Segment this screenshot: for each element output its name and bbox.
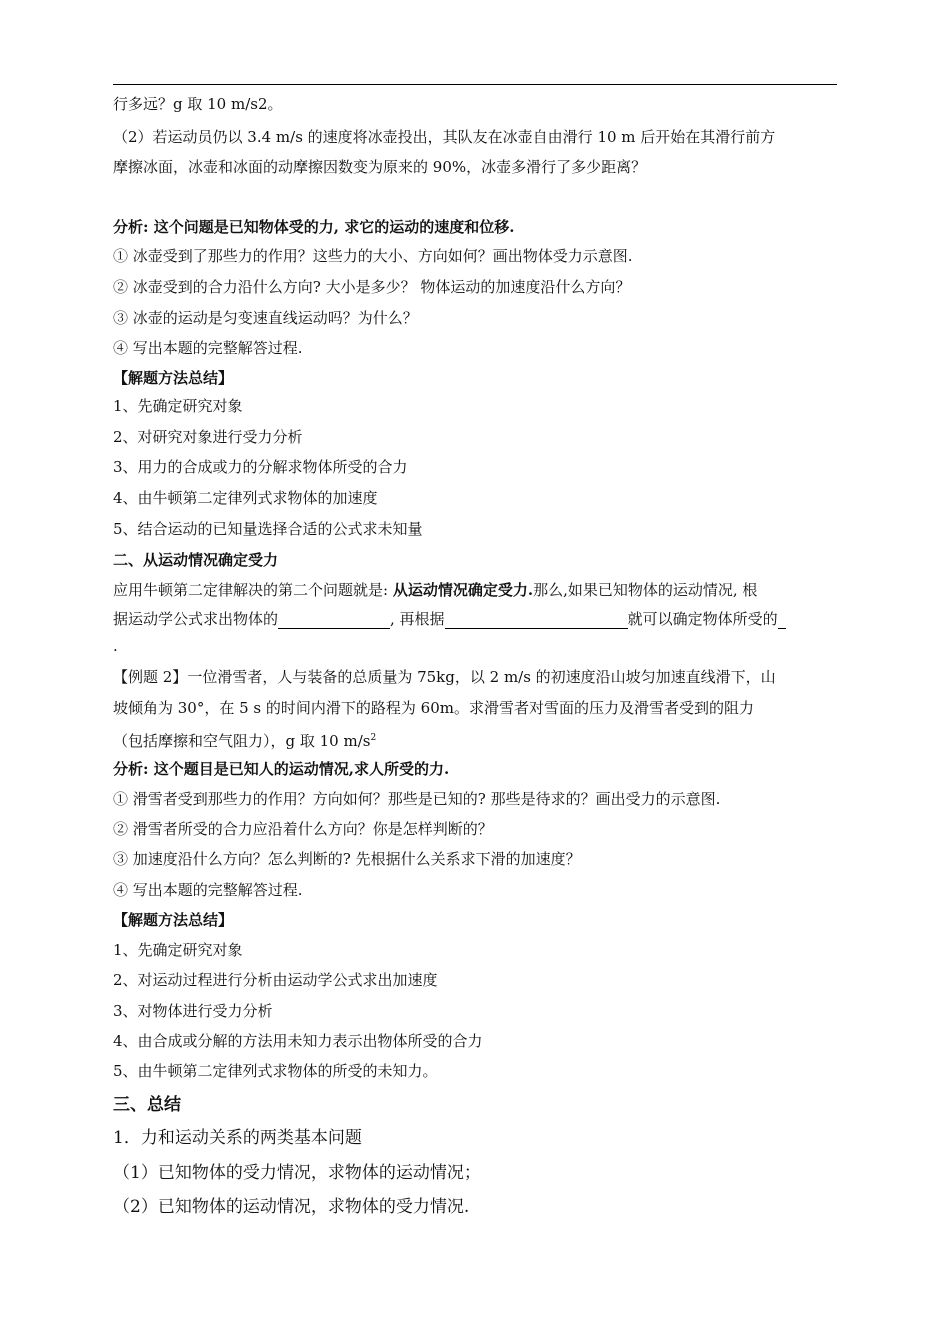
example-2-text: （包括摩擦和空气阻力），g 取 10 m/s <box>113 732 371 750</box>
analysis-1-question: ④ 写出本题的完整解答过程. <box>113 339 303 357</box>
section-2-text: , 再根据 <box>390 610 445 628</box>
summary-1-step: 2、对研究对象进行受力分析 <box>113 428 303 446</box>
example-2-line-3 <box>113 728 376 751</box>
section-3-subitem: （1）已知物体的受力情况，求物体的运动情况； <box>113 1163 481 1183</box>
intro-line-2: （2）若运动员仍以 3.4 m/s 的速度将冰壶投出，其队友在冰壶自由滑行 10 m 后开始在其滑行前方 <box>113 128 776 146</box>
section-2-text: 应用牛顿第二定律解决的第二个问题就是: <box>113 581 393 599</box>
summary-1-step: 4、由牛顿第二定律列式求物体的加速度 <box>113 489 378 507</box>
summary-2-step: 2、对运动过程进行分析由运动学公式求出加速度 <box>113 971 438 989</box>
example-2-line-1 <box>113 667 776 687</box>
section-2-emphasis: 从运动情况确定受力. <box>392 581 534 599</box>
section-2-paragraph-line-3: . <box>113 637 118 655</box>
analysis-1-heading: 分析: 这个问题是已知物体受的力, 求它的运动的速度和位移. <box>113 218 515 236</box>
intro-line-3: 摩擦冰面，冰壶和冰面的动摩擦因数变为原来的 90%，冰壶多滑行了多少距离？ <box>113 158 647 176</box>
analysis-2-question: ① 滑雪者受到那些力的作用？方向如何？那些是已知的? 那些是待求的？画出受力的示意图. <box>113 790 721 808</box>
section-2-text: 据运动学公式求出物体的 <box>113 610 279 628</box>
analysis-1-question: ② 冰壶受到的合力沿什么方向? 大小是多少？ 物体运动的加速度沿什么方向？ <box>113 278 631 296</box>
section-2-paragraph-line-2 <box>113 609 786 629</box>
section-2-text: 那么,如果已知物体的运动情况, 根 <box>533 581 758 599</box>
superscript: 2 <box>370 733 377 743</box>
fill-blank-1 <box>278 611 390 629</box>
summary-2-step: 4、由合成或分解的方法用未知力表示出物体所受的合力 <box>113 1032 483 1050</box>
analysis-2-heading: 分析: 这个题目是已知人的运动情况,求人所受的力. <box>113 760 450 778</box>
example-2-label: 【例题 2】 <box>113 668 188 686</box>
section-3-item: 1．力和运动关系的两类基本问题 <box>113 1128 362 1148</box>
header-rule <box>113 84 837 85</box>
summary-2-step: 1、先确定研究对象 <box>113 941 243 959</box>
summary-1-step: 3、用力的合成或力的分解求物体所受的合力 <box>113 458 408 476</box>
analysis-2-question: ② 滑雪者所受的合力应沿着什么方向？你是怎样判断的？ <box>113 820 493 838</box>
example-2-text: 一位滑雪者，人与装备的总质量为 75kg，以 2 m/s 的初速度沿山坡匀加速直线滑下，山 <box>187 668 776 686</box>
section-2-paragraph-line-1 <box>113 580 757 600</box>
summary-1-title: 【解题方法总结】 <box>113 369 234 387</box>
fill-blank-2 <box>445 611 628 629</box>
analysis-1-question: ① 冰壶受到了那些力的作用？这些力的大小、方向如何？画出物体受力示意图. <box>113 247 633 265</box>
analysis-2-question: ④ 写出本题的完整解答过程. <box>113 881 303 899</box>
summary-2-step: 3、对物体进行受力分析 <box>113 1002 273 1020</box>
analysis-2-question: ③ 加速度沿什么方向？怎么判断的? 先根据什么关系求下滑的加速度？ <box>113 850 581 868</box>
example-2-line-2: 坡倾角为 30°，在 5 s 的时间内滑下的路程为 60m。求滑雪者对雪面的压力及滑雪者受到的阻力 <box>113 699 754 717</box>
summary-1-step: 5、结合运动的已知量选择合适的公式求未知量 <box>113 520 423 538</box>
section-2-text: 就可以确定物体所受的 <box>627 610 778 628</box>
summary-2-title: 【解题方法总结】 <box>113 911 234 929</box>
analysis-1-question: ③ 冰壶的运动是匀变速直线运动吗？为什么？ <box>113 309 418 327</box>
intro-line-1: 行多远？g 取 10 m/s2。 <box>113 95 283 113</box>
section-3-subitem: （2）已知物体的运动情况，求物体的受力情况. <box>113 1197 470 1217</box>
summary-2-step: 5、由牛顿第二定律列式求物体的所受的未知力。 <box>113 1062 438 1080</box>
summary-1-step: 1、先确定研究对象 <box>113 397 243 415</box>
section-2-title: 二、从运动情况确定受力 <box>113 551 279 569</box>
section-3-title: 三、总结 <box>113 1095 181 1115</box>
fill-blank-3 <box>778 611 786 629</box>
